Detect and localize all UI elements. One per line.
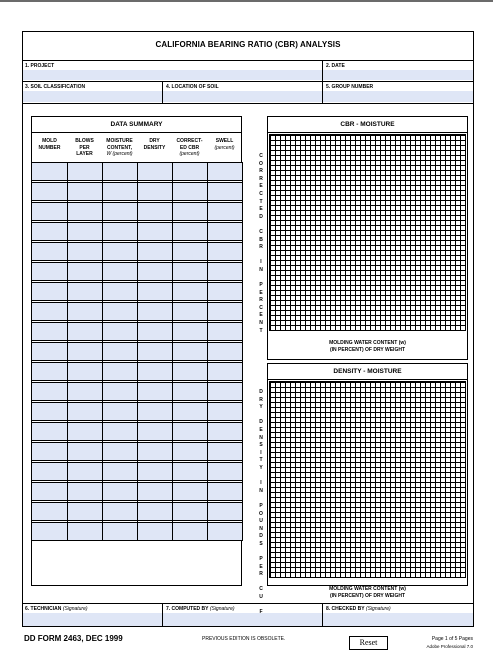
cell-input[interactable]	[208, 503, 243, 521]
cell-input[interactable]	[138, 263, 173, 281]
axis-letter	[257, 548, 265, 556]
cell-input[interactable]	[68, 263, 103, 281]
group-number-label: 5. GROUP NUMBER	[326, 84, 374, 90]
axis-letter: D	[259, 389, 263, 395]
table-row	[32, 443, 243, 461]
table-row	[32, 483, 243, 501]
cell-input[interactable]	[68, 503, 103, 521]
divider	[31, 132, 242, 133]
cell-input[interactable]	[68, 443, 103, 461]
axis-letter: I	[260, 449, 262, 456]
cell-input[interactable]	[103, 363, 138, 381]
cell-input[interactable]	[138, 483, 173, 501]
axis-letter: R	[259, 168, 263, 175]
axis-letter: D	[259, 213, 263, 220]
cell-input[interactable]	[138, 243, 173, 261]
axis-letter: N	[259, 487, 263, 494]
cell-input[interactable]	[138, 163, 173, 181]
axis-letter: T	[259, 198, 263, 205]
cell-input[interactable]	[208, 183, 243, 201]
axis-letter: I	[260, 480, 262, 487]
axis-letter: Y	[259, 404, 263, 411]
cell-input[interactable]	[208, 323, 243, 341]
cell-input[interactable]	[103, 243, 138, 261]
axis-letter: S	[259, 540, 263, 547]
cell-input[interactable]	[32, 303, 68, 321]
cell-input[interactable]	[68, 323, 103, 341]
cell-input[interactable]	[68, 363, 103, 381]
axis-letter: E	[259, 563, 263, 570]
cell-input[interactable]	[103, 503, 138, 521]
axis-letter: Y	[259, 464, 263, 471]
cell-input[interactable]	[103, 323, 138, 341]
cell-input[interactable]	[173, 403, 208, 421]
cell-input[interactable]	[208, 223, 243, 241]
cell-input[interactable]	[173, 503, 208, 521]
table-row	[32, 223, 243, 241]
axis-letter: E	[259, 426, 263, 433]
table-row	[32, 183, 243, 201]
cell-input[interactable]	[103, 283, 138, 301]
cell-input[interactable]	[32, 483, 68, 501]
cell-input[interactable]	[138, 383, 173, 401]
axis-letter: N	[259, 266, 263, 273]
cell-input[interactable]	[32, 243, 68, 261]
axis-letter: R	[259, 244, 263, 251]
table-row	[32, 503, 243, 521]
table-row	[32, 323, 243, 341]
cell-input[interactable]	[138, 523, 173, 541]
cell-input[interactable]	[32, 183, 68, 201]
cell-input[interactable]	[138, 323, 173, 341]
axis-letter: C	[259, 586, 263, 593]
cell-input[interactable]	[138, 403, 173, 421]
cell-input[interactable]	[32, 403, 68, 421]
technician-label: 6. TECHNICIAN (Signature)	[25, 606, 88, 612]
cell-input[interactable]	[173, 483, 208, 501]
date-field[interactable]	[323, 70, 473, 80]
cell-input[interactable]	[173, 523, 208, 541]
cbr-moisture-grid[interactable]	[269, 134, 466, 331]
axis-letter: O	[259, 510, 263, 517]
cell-input[interactable]	[32, 203, 68, 221]
table-row	[32, 263, 243, 281]
cell-input[interactable]	[208, 423, 243, 441]
data-summary-title: DATA SUMMARY	[110, 121, 163, 128]
cell-input[interactable]	[208, 203, 243, 221]
location-of-soil-label: 4. LOCATION OF SOIL	[166, 84, 219, 90]
table-row	[32, 243, 243, 261]
col-header-swell: SWELL (percent)	[214, 138, 235, 151]
density-moisture-grid[interactable]	[269, 381, 466, 578]
cell-input[interactable]	[208, 163, 243, 181]
project-label: 1. PROJECT	[25, 63, 55, 69]
cell-input[interactable]	[103, 223, 138, 241]
axis-letter: C	[259, 228, 263, 235]
cell-input[interactable]	[138, 503, 173, 521]
cell-input[interactable]	[103, 523, 138, 541]
cell-input[interactable]	[103, 163, 138, 181]
cell-input[interactable]	[208, 403, 243, 421]
cell-input[interactable]	[32, 523, 68, 541]
axis-letter: C	[259, 190, 263, 197]
computed-by-label: 7. COMPUTED BY (Signature)	[166, 606, 235, 612]
table-row	[32, 203, 243, 221]
cell-input[interactable]	[32, 283, 68, 301]
cell-input[interactable]	[32, 223, 68, 241]
cell-input[interactable]	[208, 343, 243, 361]
cell-input[interactable]	[68, 423, 103, 441]
cell-input[interactable]	[208, 463, 243, 481]
axis-letter: P	[259, 282, 263, 289]
cell-input[interactable]	[32, 163, 68, 181]
cell-input[interactable]	[138, 303, 173, 321]
cell-input[interactable]	[103, 443, 138, 461]
axis-letter	[257, 579, 265, 587]
axis-letter: N	[259, 525, 263, 532]
cell-input[interactable]	[68, 343, 103, 361]
cell-input[interactable]	[173, 463, 208, 481]
page-info: Page 1 of 5 Pages	[431, 636, 473, 642]
cell-input[interactable]	[103, 463, 138, 481]
cell-input[interactable]	[32, 263, 68, 281]
axis-letter	[257, 221, 265, 229]
cell-input[interactable]	[208, 283, 243, 301]
cell-input[interactable]	[68, 463, 103, 481]
divider	[22, 60, 474, 61]
checked-by-label: 8. CHECKED BY (Signature)	[326, 606, 391, 612]
cell-input[interactable]	[173, 343, 208, 361]
soil-classification-label: 3. SOIL CLASSIFICATION	[25, 84, 86, 90]
axis-letter: C	[259, 153, 263, 159]
cell-input[interactable]	[32, 443, 68, 461]
divider	[267, 132, 468, 133]
axis-letter: P	[259, 502, 263, 509]
cell-input[interactable]	[68, 483, 103, 501]
cell-input[interactable]	[173, 443, 208, 461]
table-row	[32, 383, 243, 401]
cell-input[interactable]	[208, 443, 243, 461]
project-field[interactable]	[23, 70, 322, 80]
cell-input[interactable]	[32, 383, 68, 401]
axis-letter: T	[259, 457, 263, 464]
divider	[22, 603, 474, 604]
table-row	[32, 283, 243, 301]
col-header-corrected-cbr: CORRECT- ED CBR (percent)	[176, 138, 203, 157]
cell-input[interactable]	[138, 283, 173, 301]
cell-input[interactable]	[68, 403, 103, 421]
axis-letter: R	[259, 175, 263, 182]
cell-input[interactable]	[138, 443, 173, 461]
cbr-y-axis-label	[257, 153, 265, 335]
cell-input[interactable]	[208, 263, 243, 281]
divider	[267, 379, 468, 380]
axis-letter: U	[259, 594, 263, 601]
axis-letter: E	[259, 289, 263, 296]
axis-letter: R	[259, 396, 263, 403]
cell-input[interactable]	[103, 403, 138, 421]
cell-input[interactable]	[208, 363, 243, 381]
cell-input[interactable]	[103, 183, 138, 201]
cell-input[interactable]	[68, 523, 103, 541]
form-title: CALIFORNIA BEARING RATIO (CBR) ANALYSIS	[155, 40, 341, 49]
axis-letter	[257, 495, 265, 503]
axis-letter: D	[259, 419, 263, 426]
cell-input[interactable]	[138, 463, 173, 481]
axis-letter: E	[259, 183, 263, 190]
table-row	[32, 363, 243, 381]
top-rule	[0, 0, 493, 2]
cell-input[interactable]	[173, 283, 208, 301]
cell-input[interactable]	[103, 383, 138, 401]
cell-input[interactable]	[32, 503, 68, 521]
previous-edition-note: PREVIOUS EDITION IS OBSOLETE.	[202, 636, 286, 642]
cell-input[interactable]	[173, 183, 208, 201]
axis-letter	[257, 252, 265, 260]
cell-input[interactable]	[208, 383, 243, 401]
cell-input[interactable]	[173, 223, 208, 241]
computed-by-field[interactable]	[163, 613, 322, 626]
group-number-field[interactable]	[323, 91, 473, 102]
density-moisture-title: DENSITY - MOISTURE	[333, 368, 402, 375]
cell-input[interactable]	[68, 183, 103, 201]
cell-input[interactable]	[173, 263, 208, 281]
axis-letter: R	[259, 571, 263, 578]
cell-input[interactable]	[138, 343, 173, 361]
cell-input[interactable]	[173, 203, 208, 221]
software-note: Adobe Professional 7.0	[426, 644, 473, 649]
table-row	[32, 523, 243, 541]
axis-letter: B	[259, 236, 263, 243]
col-header-moisture-content: MOISTURE CONTENT, W (percent)	[106, 138, 133, 157]
cell-input[interactable]	[68, 383, 103, 401]
cell-input[interactable]	[173, 423, 208, 441]
cell-input[interactable]	[103, 483, 138, 501]
cell-input[interactable]	[103, 343, 138, 361]
cell-input[interactable]	[68, 203, 103, 221]
col-header-blows-per-layer: BLOWS PER LAYER	[75, 138, 94, 157]
cell-input[interactable]	[103, 203, 138, 221]
cell-input[interactable]	[138, 363, 173, 381]
cell-input[interactable]	[138, 423, 173, 441]
cell-input[interactable]	[68, 243, 103, 261]
location-of-soil-field[interactable]	[163, 91, 322, 102]
cell-input[interactable]	[103, 423, 138, 441]
cell-input[interactable]	[208, 243, 243, 261]
table-row	[32, 343, 243, 361]
cell-input[interactable]	[32, 423, 68, 441]
axis-letter: N	[259, 320, 263, 327]
axis-letter	[257, 473, 265, 481]
table-row	[32, 403, 243, 421]
cell-input[interactable]	[173, 383, 208, 401]
cell-input[interactable]	[32, 463, 68, 481]
axis-letter: C	[259, 304, 263, 311]
axis-letter	[257, 412, 265, 420]
table-row	[32, 303, 243, 321]
date-label: 2. DATE	[326, 63, 345, 69]
table-row	[32, 463, 243, 481]
table-row	[32, 163, 243, 181]
cell-input[interactable]	[138, 223, 173, 241]
axis-letter: U	[259, 518, 263, 525]
technician-field[interactable]	[23, 613, 162, 626]
cell-input[interactable]	[173, 303, 208, 321]
cell-input[interactable]	[32, 323, 68, 341]
axis-letter: D	[259, 533, 263, 540]
cell-input[interactable]	[103, 303, 138, 321]
cell-input[interactable]	[68, 163, 103, 181]
axis-letter	[257, 275, 265, 283]
cell-input[interactable]	[32, 363, 68, 381]
axis-letter: S	[259, 442, 263, 449]
cbr-moisture-title: CBR - MOISTURE	[340, 121, 395, 128]
cell-input[interactable]	[103, 263, 138, 281]
cell-input[interactable]	[68, 283, 103, 301]
form-id: DD FORM 2463, DEC 1999	[24, 634, 123, 643]
soil-classification-field[interactable]	[23, 91, 162, 102]
density-x-axis-label: MOLDING WATER CONTENT (w) (IN PERCENT) OF DRY WEIGHT	[329, 586, 406, 599]
axis-letter: P	[259, 556, 263, 563]
axis-letter: N	[259, 434, 263, 441]
data-summary-table	[31, 162, 243, 541]
col-header-mold-number: MOLD NUMBER	[38, 138, 61, 151]
cell-input[interactable]	[173, 163, 208, 181]
density-y-axis-label	[257, 389, 265, 624]
col-header-dry-density: DRY DENSITY	[143, 138, 166, 151]
cell-input[interactable]	[138, 203, 173, 221]
cell-input[interactable]	[173, 243, 208, 261]
axis-letter: O	[259, 160, 263, 167]
checked-by-field[interactable]	[323, 613, 473, 626]
axis-letter: E	[259, 206, 263, 213]
cell-input[interactable]	[68, 303, 103, 321]
reset-button[interactable]: Reset	[349, 636, 388, 650]
cell-input[interactable]	[32, 343, 68, 361]
divider	[22, 81, 474, 82]
axis-letter: I	[260, 259, 262, 266]
cbr-x-axis-label: MOLDING WATER CONTENT (w) (IN PERCENT) OF DRY WEIGHT	[329, 340, 406, 353]
axis-letter: E	[259, 312, 263, 319]
cell-input[interactable]	[173, 323, 208, 341]
cell-input[interactable]	[173, 363, 208, 381]
divider	[22, 103, 474, 104]
cell-input[interactable]	[68, 223, 103, 241]
cell-input[interactable]	[138, 183, 173, 201]
axis-letter: T	[259, 327, 263, 334]
cell-input[interactable]	[208, 523, 243, 541]
cell-input[interactable]	[208, 483, 243, 501]
cell-input[interactable]	[208, 303, 243, 321]
table-row	[32, 423, 243, 441]
axis-letter: R	[259, 297, 263, 304]
